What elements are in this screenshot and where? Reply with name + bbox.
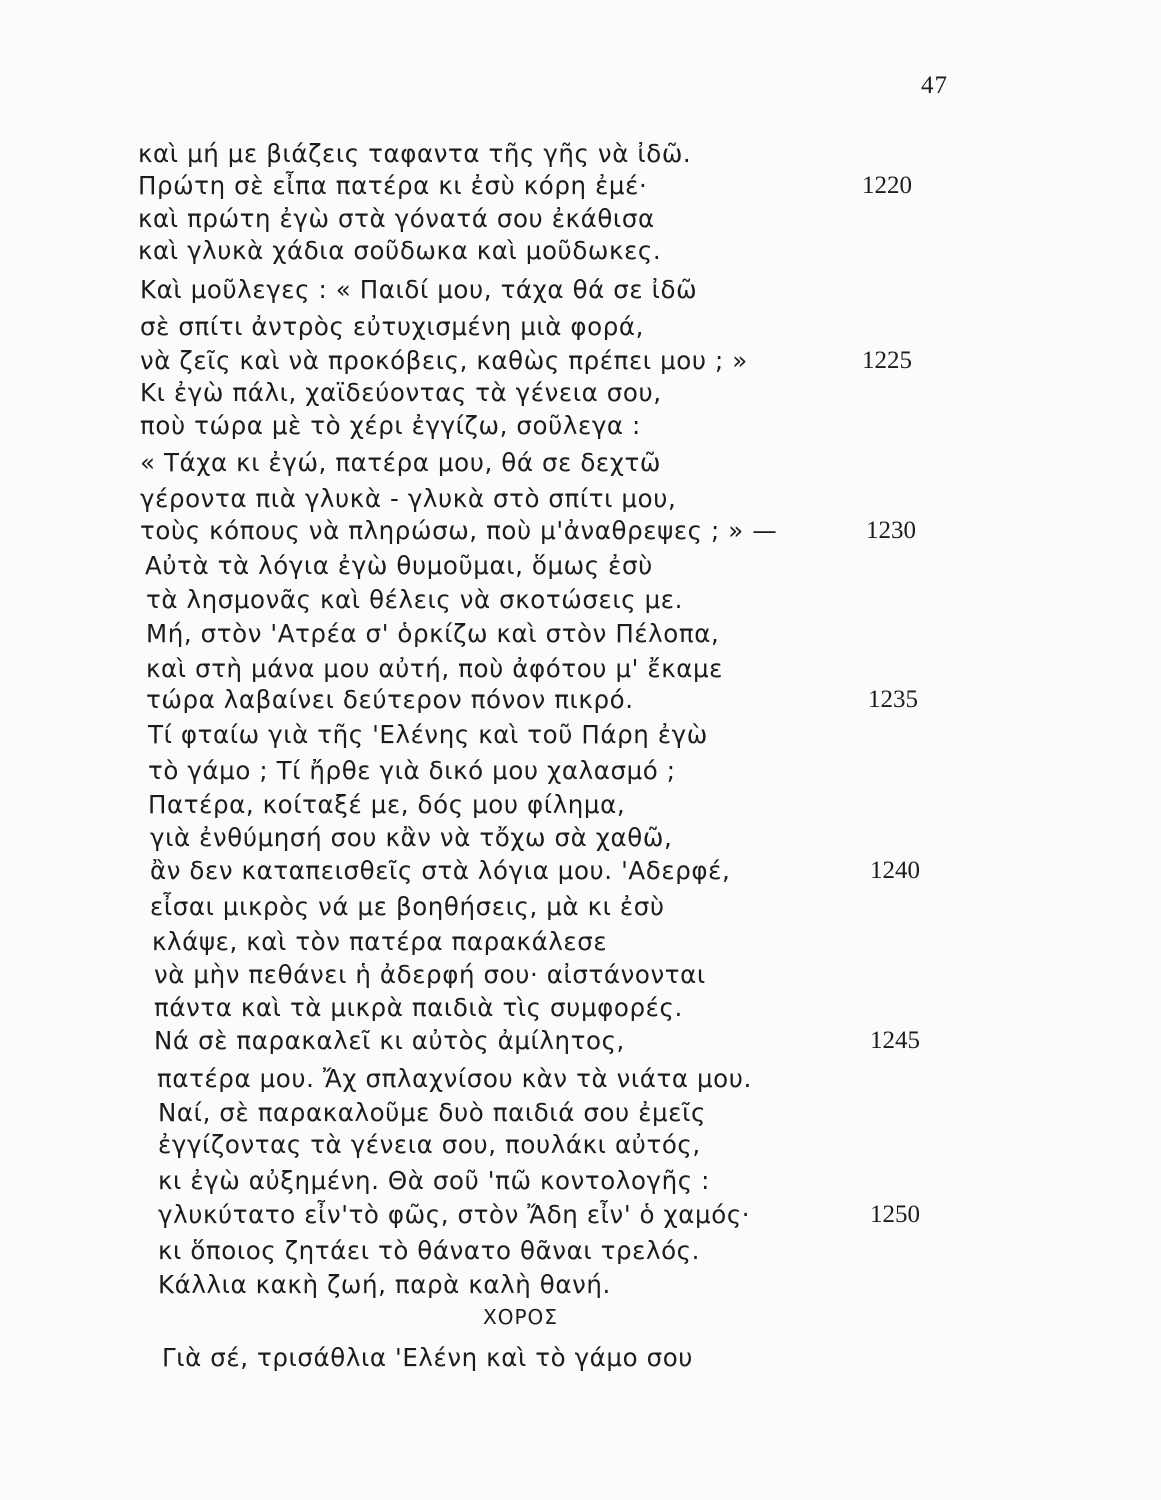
verse-line-1230 bbox=[0, 511, 1161, 551]
verse-line-1235 bbox=[0, 680, 1161, 720]
verse-text: πάντα καὶ τὰ μικρὰ παιδιὰ τὶς συμφορές. bbox=[154, 993, 683, 1022]
verse-text: γλυκύτατο εἶν'τὸ φῶς, στὸν Ἄδη εἶν' ὁ χαμός· bbox=[158, 1200, 751, 1229]
verse-text: Κι ἐγὼ πάλι, χαϊδεύοντας τὰ γένεια σου, bbox=[140, 378, 662, 407]
verse-text: κι ὅποιος ζητάει τὸ θάνατο θᾶναι τρελός. bbox=[158, 1236, 701, 1265]
verse-text: τὸ γάμο ; Τί ἤρθε γιὰ δικό μου χαλασμό ; bbox=[148, 756, 676, 785]
verse-text: τὰ λησμονᾶς καὶ θέλεις νὰ σκοτώσεις με. bbox=[146, 585, 684, 614]
verse-line-1240 bbox=[0, 851, 1161, 891]
verse-line-1233 bbox=[0, 614, 1161, 654]
verse-line-1250 bbox=[0, 1195, 1161, 1235]
verse-text: Αὐτὰ τὰ λόγια ἐγὼ θυμοῦμαι, ὅμως ἐσὺ bbox=[145, 551, 653, 580]
verse-line-1223 bbox=[0, 270, 1161, 310]
verse-text: γιὰ ἐνθύμησή σου κἂν νὰ τὄχω σὰ χαθῶ, bbox=[150, 823, 673, 852]
verse-line-1227 bbox=[0, 406, 1161, 446]
verse-text: Γιὰ σέ, τρισάθλια 'Ελένη καὶ τὸ γάμο σου bbox=[162, 1343, 694, 1372]
verse-text: κλάψε, καὶ τὸν πατέρα παρακάλεσε bbox=[152, 927, 608, 956]
verse-line-1248 bbox=[0, 1125, 1161, 1165]
verse-text: Νά σὲ παρακαλεῖ κι αὐτὸς ἀμίλητος, bbox=[154, 1026, 625, 1055]
verse-text: κι ἐγὼ αὐξημένη. Θὰ σοῦ 'πῶ κοντολογῆς : bbox=[158, 1166, 710, 1195]
verse-line-final bbox=[0, 1338, 1161, 1378]
line-number: 1250 bbox=[870, 1201, 920, 1228]
verse-text: σὲ σπίτι ἀντρὸς εὐτυχισμένη μιὰ φορά, bbox=[140, 312, 645, 341]
verse-text: ἐγγίζοντας τὰ γένεια σου, πουλάκι αὐτός, bbox=[158, 1130, 701, 1159]
verse-text: καὶ στὴ μάνα μου αὐτή, ποὺ ἀφότου μ' ἔκαμε bbox=[146, 654, 724, 683]
page-number: 47 bbox=[921, 72, 948, 99]
line-number: 1235 bbox=[868, 686, 918, 713]
line-number: 1240 bbox=[870, 857, 920, 884]
verse-text: Πρώτη σὲ εἶπα πατέρα κι ἐσὺ κόρη ἐμέ· bbox=[138, 171, 648, 200]
line-number: 1245 bbox=[870, 1027, 920, 1054]
verse-text: νὰ μὴν πεθάνει ἡ ἀδερφή σου· αἰστάνονται bbox=[154, 960, 706, 989]
verse-text: τοὺς κόπους νὰ πληρώσω, ποὺ μ'ἀναθρεψες ; » — bbox=[140, 516, 778, 545]
verse-text: γέροντα πιὰ γλυκὰ - γλυκὰ στὸ σπίτι μου, bbox=[140, 484, 677, 513]
verse-text: Τί φταίω γιὰ τῆς 'Ελένης καὶ τοῦ Πάρη ἐγὼ bbox=[148, 720, 708, 749]
verse-text: καὶ πρώτη ἐγὼ στὰ γόνατά σου ἐκάθισα bbox=[138, 204, 655, 233]
verse-text: εἶσαι μικρὸς νά με βοηθήσεις, μὰ κι ἐσὺ bbox=[150, 892, 665, 921]
verse-text: « Τάχα κι ἐγώ, πατέρα μου, θά σε δεχτῶ bbox=[140, 448, 661, 477]
verse-text: καὶ μή με βιάζεις ταφαντα τῆς γῆς νὰ ἰδῶ. bbox=[138, 139, 692, 168]
verse-line-1241 bbox=[0, 887, 1161, 927]
verse-text: τώρα λαβαίνει δεύτερον πόνον πικρό. bbox=[146, 685, 634, 714]
verse-line-1222 bbox=[0, 231, 1161, 271]
verse-text: Ναί, σὲ παρακαλοῦμε δυὸ παιδιά σου ἐμεῖς bbox=[158, 1098, 706, 1127]
verse-line-1228 bbox=[0, 443, 1161, 483]
verse-line-1236 bbox=[0, 715, 1161, 755]
speaker-name: ΧΟΡΟΣ bbox=[483, 1305, 558, 1329]
verse-text: ἂν δεν καταπεισθεῖς στὰ λόγια μου. 'Αδερφέ, bbox=[150, 856, 731, 885]
line-number: 1220 bbox=[862, 172, 912, 199]
line-number: 1230 bbox=[866, 517, 916, 544]
verse-line-1252 bbox=[0, 1265, 1161, 1305]
verse-text: νὰ ζεῖς καὶ νὰ προκόβεις, καθὼς πρέπει μου ; » bbox=[140, 346, 748, 375]
line-number: 1225 bbox=[862, 347, 912, 374]
verse-text: Μή, στὸν 'Ατρέα σ' ὁρκίζω καὶ στὸν Πέλοπα, bbox=[146, 619, 720, 648]
verse-text: Καὶ μοῦλεγες : « Παιδί μου, τάχα θά σε ἰδῶ bbox=[140, 275, 698, 304]
verse-text: Πατέρα, κοίταξέ με, δός μου φίλημα, bbox=[148, 790, 626, 819]
verse-text: Κάλλια κακὴ ζωή, παρὰ καλὴ θανή. bbox=[158, 1270, 611, 1299]
verse-text: ποὺ τώρα μὲ τὸ χέρι ἐγγίζω, σοῦλεγα : bbox=[140, 411, 641, 440]
verse-text: καὶ γλυκὰ χάδια σοῦδωκα καὶ μοῦδωκες. bbox=[138, 236, 662, 265]
verse-line-1245 bbox=[0, 1021, 1161, 1061]
verse-text: πατέρα μου. Ἄχ σπλαχνίσου κὰν τὰ νιάτα μου. bbox=[157, 1064, 752, 1093]
